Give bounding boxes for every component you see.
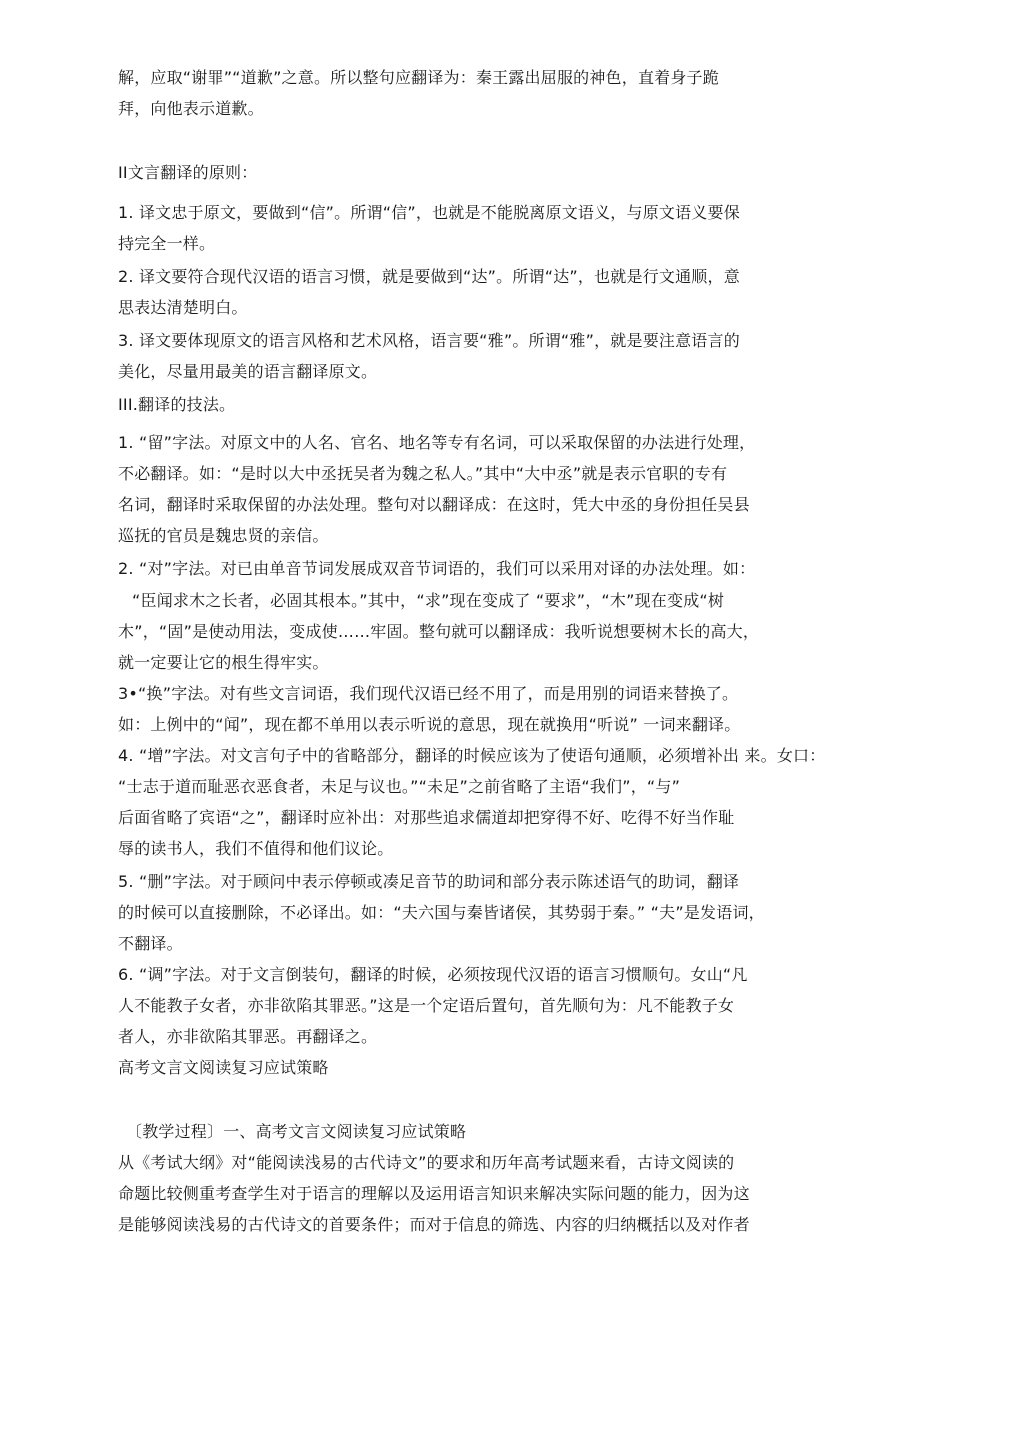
text-line: 1. “留”字法。对原文中的人名、官名、地名等专有名词，可以采取保留的办法进行处理， bbox=[118, 433, 756, 452]
text-line: 持完全一样。 bbox=[118, 234, 216, 253]
text-line: 是能够阅读浅易的古代诗文的首要条件；而对于信息的筛选、内容的归纳概括以及对作者 bbox=[118, 1215, 750, 1234]
text-line: 6. “调”字法。对于文言倒装句，翻译的时候，必须按现代汉语的语言习惯顺句。女山“凡 bbox=[118, 965, 748, 984]
text-line: “士志于道而耻恶衣恶食者，未足与议也。”“未足”之前省略了主语“我们”，“与” bbox=[118, 777, 681, 796]
text-line: 3•“换”字法。对有些文言词语，我们现代汉语已经不用了，而是用别的词语来替换了。 bbox=[118, 684, 739, 703]
text-line: 的时候可以直接删除，不必译出。如：“夫六国与秦皆诸侯，其势弱于秦。” “夫”是发语词， bbox=[118, 903, 765, 922]
text-line: 拜，向他表示道歉。 bbox=[118, 99, 264, 118]
text-line: III.翻译的技法。 bbox=[118, 395, 236, 414]
text-line: 辱的读书人，我们不值得和他们议论。 bbox=[118, 839, 394, 858]
text-line: 解，应取“谢罪”“道歉”之意。所以整句应翻译为：秦王露出屈服的神色，直着身子跪 bbox=[118, 68, 719, 87]
text-line: 从《考试大纲》对“能阅读浅易的古代诗文”的要求和历年高考试题来看，古诗文阅读的 bbox=[118, 1153, 735, 1172]
text-line: 美化，尽量用最美的语言翻译原文。 bbox=[118, 362, 378, 381]
text-line: 如：上例中的“闻”，现在都不单用以表示听说的意思，现在就换用“听说” 一词来翻译。 bbox=[118, 715, 741, 734]
text-line: 巡抚的官员是魏忠贤的亲信。 bbox=[118, 526, 329, 545]
text-line: 〔教学过程〕一、高考文言文阅读复习应试策略 bbox=[126, 1122, 467, 1141]
text-line: 1. 译文忠于原文，要做到“信”。所谓“信”，也就是不能脱离原文语义，与原文语义要保 bbox=[118, 203, 740, 222]
text-line: 不翻译。 bbox=[118, 934, 183, 953]
text-line: 就一定要让它的根生得牢实。 bbox=[118, 653, 329, 672]
text-line: 5. “删”字法。对于顾问中表示停顿或凑足音节的助词和部分表示陈述语气的助词，翻译 bbox=[118, 872, 740, 891]
text-line: 2. “对”字法。对已由单音节词发展成双音节词语的，我们可以采用对译的办法处理。如： bbox=[118, 559, 756, 578]
text-line: 木”，“固”是使动用法，变成使……牢固。整句就可以翻译成：我听说想要树木长的高大， bbox=[118, 622, 760, 641]
text-line: 2. 译文要符合现代汉语的语言习惯，就是要做到“达”。所谓“达”，也就是行文通顺，意 bbox=[118, 267, 740, 286]
text-line: “臣闻求木之长者，必固其根本。”其中，“求”现在变成了 “要求”，“木”现在变成“树 bbox=[132, 591, 725, 610]
text-line: 人不能教子女者，亦非欲陷其罪恶。”这是一个定语后置句，首先顺句为：凡不能教子女 bbox=[118, 996, 735, 1015]
text-line: 后面省略了宾语“之”，翻译时应补出：对那些追求儒道却把穿得不好、吃得不好当作耻 bbox=[118, 808, 735, 827]
text-line: 3. 译文要体现原文的语言风格和艺术风格，语言要“雅”。所谓“雅”，就是要注意语言的 bbox=[118, 331, 740, 350]
text-line: 名词，翻译时采取保留的办法处理。整句对以翻译成：在这时，凭大中丞的身份担任吴县 bbox=[118, 495, 750, 514]
text-line: 者人，亦非欲陷其罪恶。再翻译之。 bbox=[118, 1027, 378, 1046]
text-line: 不必翻译。如：“是时以大中丞抚吴者为魏之私人。”其中“大中丞”就是表示官职的专有 bbox=[118, 464, 728, 483]
text-line: 命题比较侧重考查学生对于语言的理解以及运用语言知识来解决实际问题的能力，因为这 bbox=[118, 1184, 750, 1203]
text-line: 思表达清楚明白。 bbox=[118, 298, 248, 317]
text-line: 4. “增”字法。对文言句子中的省略部分，翻译的时候应该为了使语句通顺，必须增补出 来。女口： bbox=[118, 746, 826, 765]
text-line: II文言翻译的原则： bbox=[118, 163, 258, 182]
text-line: 高考文言文阅读复习应试策略 bbox=[118, 1058, 329, 1077]
